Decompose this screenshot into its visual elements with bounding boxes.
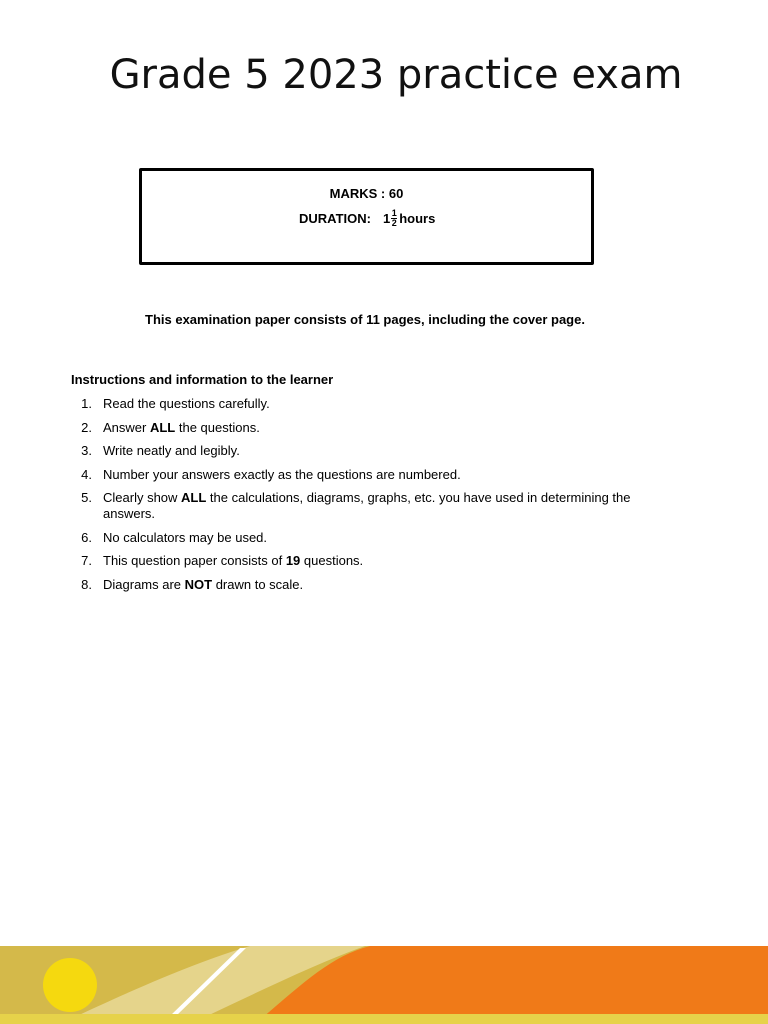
list-item [71,443,651,459]
item-text-plain: the questions. [175,419,260,435]
list-item [71,530,651,546]
item-text [103,443,651,459]
item-text-plain: No calculators may be used. [103,529,268,545]
list-item [71,420,651,436]
item-number: 2. [81,419,92,435]
duration-whole: 1 [382,211,391,226]
item-text [103,396,651,412]
item-number: 5. [81,490,92,505]
item-text [103,530,651,546]
item-text [103,490,651,522]
duration-text [299,209,435,228]
item-number: 4. [81,466,92,482]
item-text-plain: This question paper consists of [103,553,286,568]
item-text-plain: the calculations, diagrams, graphs, etc. you have used in determining the answers. [103,490,631,521]
item-number: 8. [81,576,92,592]
intro-text: This examination paper consists of 11 pages, including the cover page. [145,312,585,327]
marks-box [139,168,594,265]
duration-fraction [391,209,397,228]
item-text-plain: Diagrams are [103,576,185,592]
page-title: Grade 5 2023 practice exam [109,52,683,98]
fraction-numerator: 1 [391,208,397,218]
marks-text: MARKS : 60 [329,186,404,201]
fraction-denominator: 2 [391,218,397,228]
duration-label: DURATION: [299,211,371,226]
item-text-plain: drawn to scale. [212,576,304,592]
item-number: 7. [81,553,92,568]
footer-bottom-strip [0,1014,768,1024]
item-text-plain: Answer [103,419,150,435]
item-text [103,553,651,569]
item-text-plain: Read the questions carefully. [103,396,270,411]
item-text-plain: Write neatly and legibly. [103,443,240,458]
item-number: 3. [81,443,92,458]
list-item [71,553,651,569]
item-number: 6. [81,529,92,545]
instructions-list [71,396,651,600]
item-text-plain: questions. [300,553,364,568]
item-text [103,467,651,483]
item-text-bold: 19 [285,553,301,568]
item-text-plain: Clearly show [103,490,182,505]
item-text-plain: Number your answers exactly as the questions are numbered. [103,466,461,482]
list-item [71,490,651,522]
item-text-bold: ALL [149,419,176,435]
item-text [103,577,651,593]
footer-decoration [0,946,768,1024]
instructions-heading: Instructions and information to the learner [71,372,334,387]
duration-unit: hours [399,211,436,226]
item-number: 1. [81,396,92,411]
list-item [71,396,651,412]
item-text-bold: NOT [184,576,213,592]
list-item [71,577,651,593]
footer-sun-circle [43,958,97,1012]
list-item [71,467,651,483]
item-text-bold: ALL [181,490,207,505]
item-text [103,420,651,436]
